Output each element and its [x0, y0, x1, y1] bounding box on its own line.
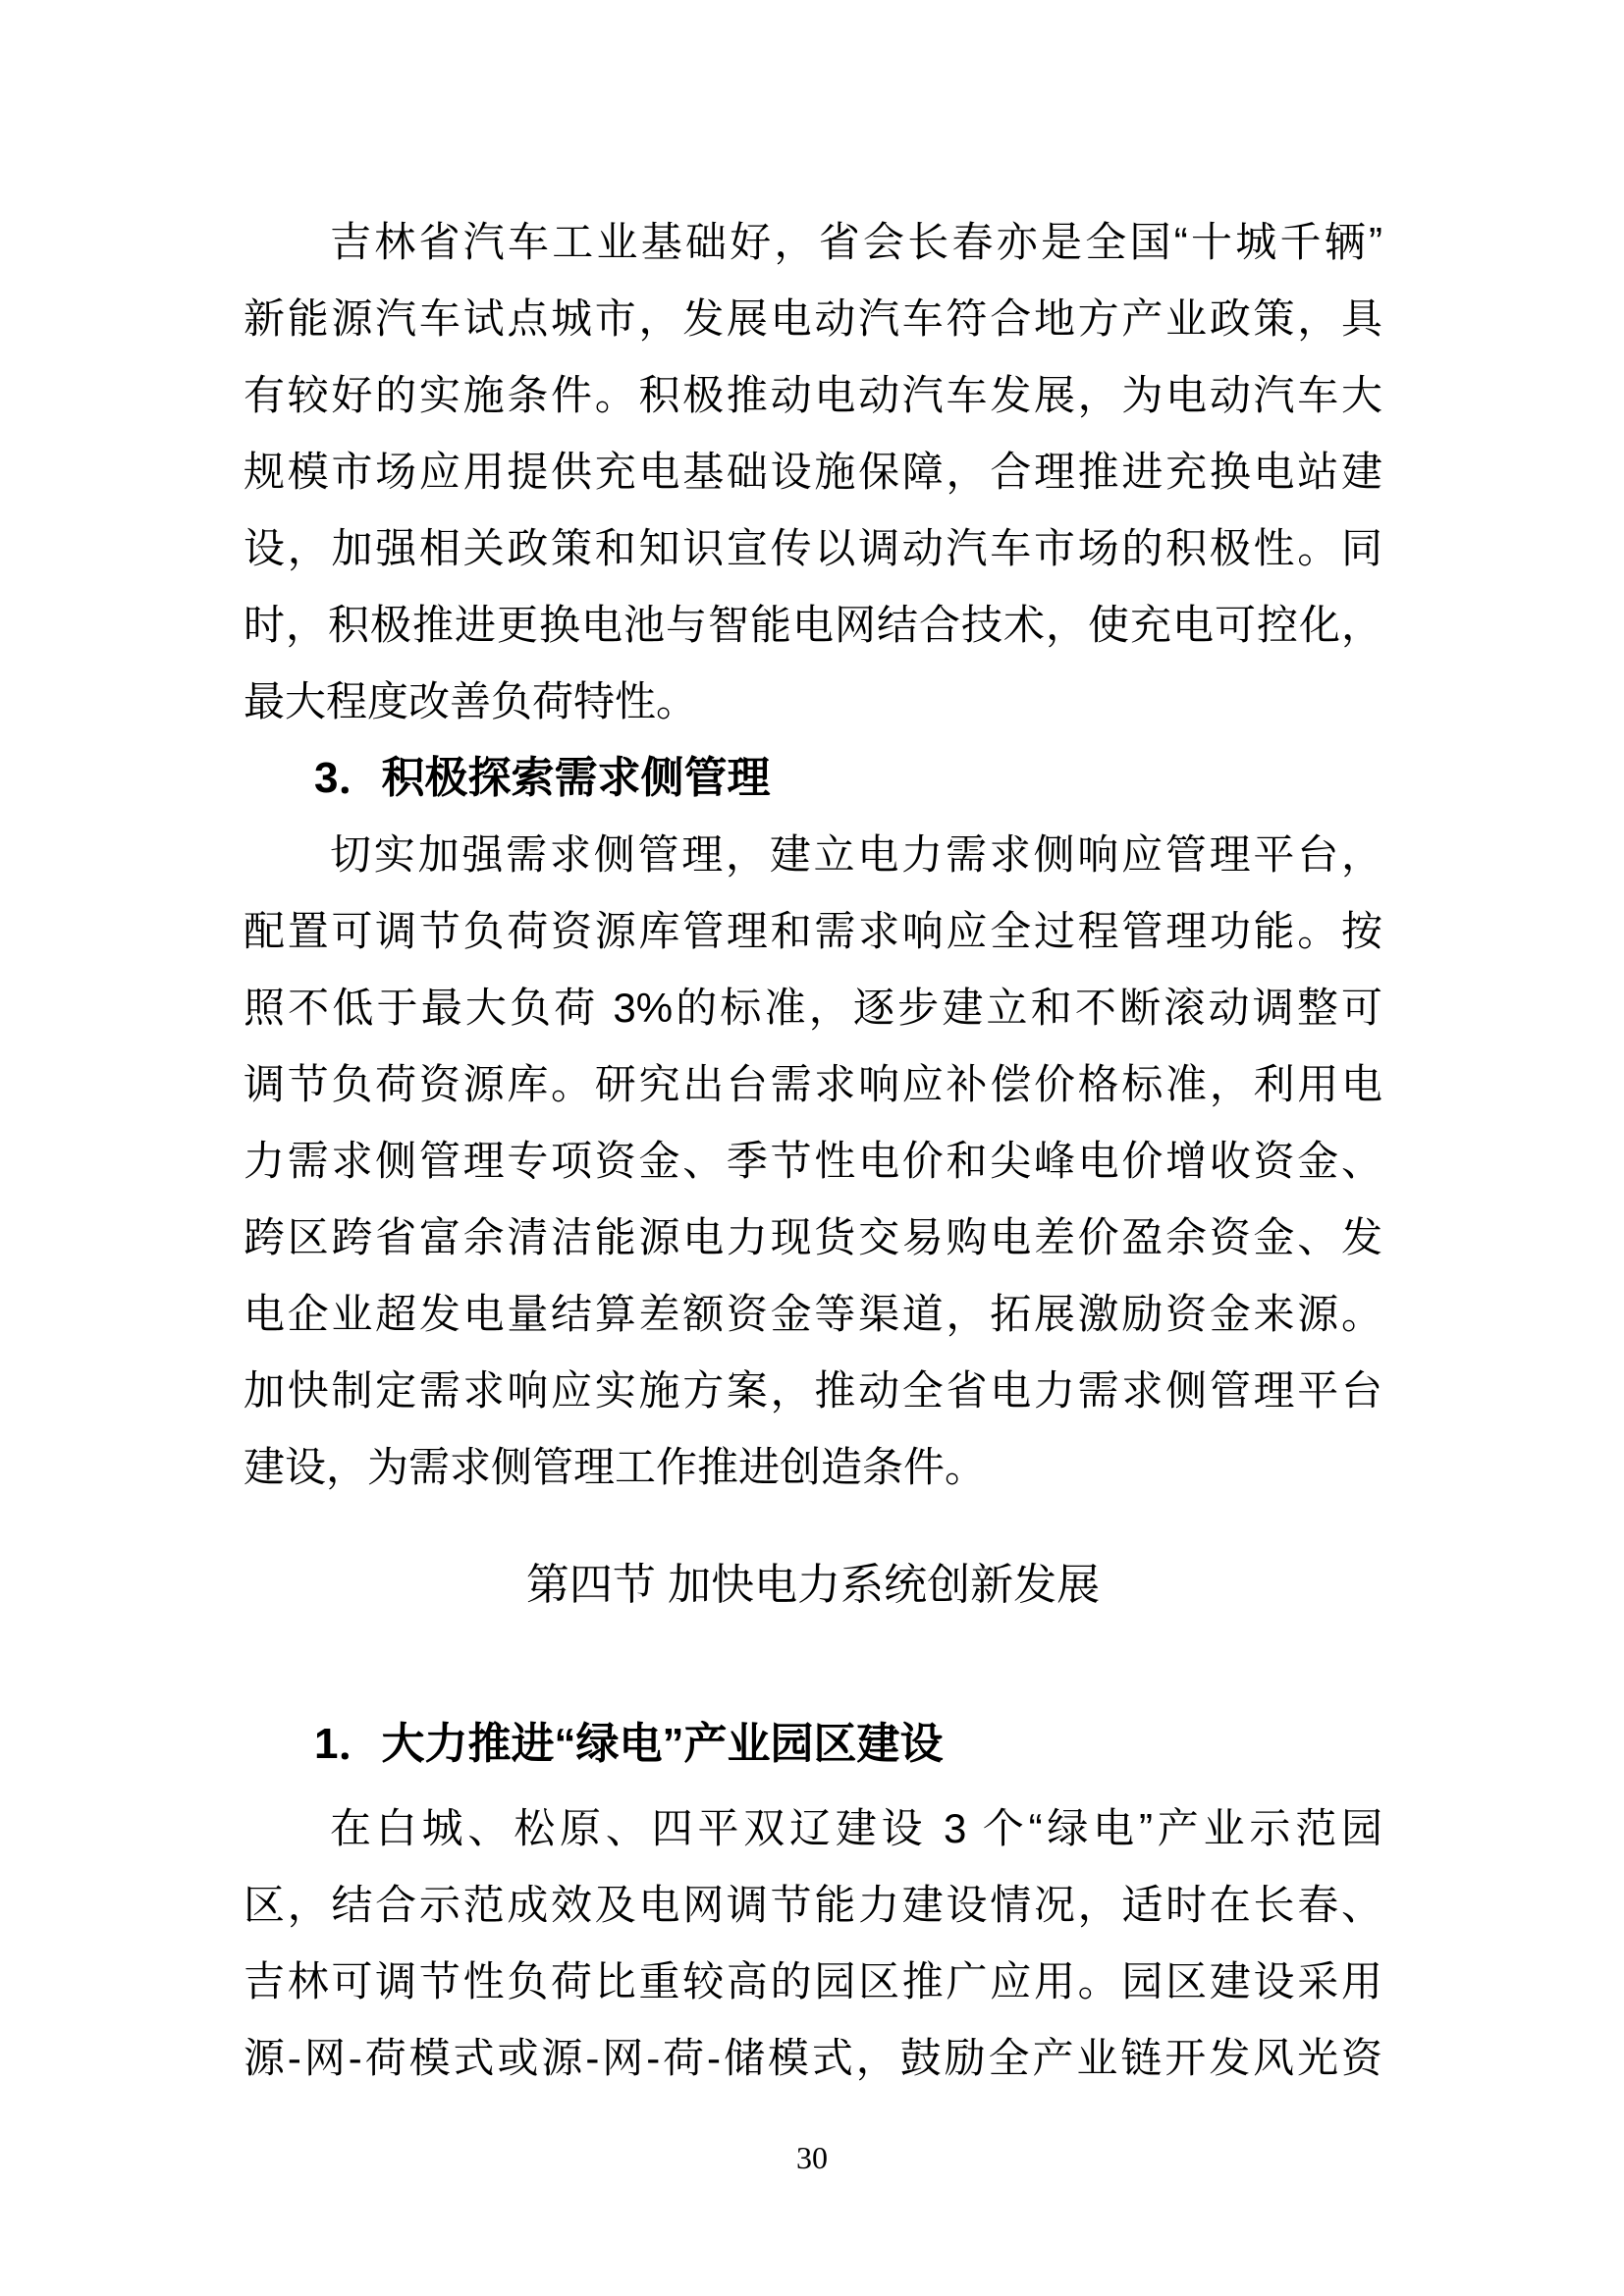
text-line: 吉林省汽车工业基础好，省会长春亦是全国“十城千辆” — [330, 219, 1382, 265]
text-line: 跨区跨省富余清洁能源电力现货交易购电差价盈余资金、发 — [244, 1214, 1382, 1260]
text-line: 照不低于最大负荷 3%的标准，逐步建立和不断滚动调整可 — [244, 985, 1382, 1031]
paragraph-ev-charging-development — [244, 204, 1382, 740]
text-line: 力需求侧管理专项资金、季节性电价和尖峰电价增收资金、 — [244, 1138, 1382, 1184]
section-title-power-system-innovation: 第四节 加快电力系统创新发展 — [525, 1561, 1101, 1609]
text-line: 切实加强需求侧管理，建立电力需求侧响应管理平台， — [330, 831, 1382, 878]
page-content — [244, 204, 1382, 2097]
text-line: 建设，为需求侧管理工作推进创造条件。 — [244, 1444, 987, 1490]
text-line: 源-网-荷模式或源-网-荷-储模式，鼓励全产业链开发风光资 — [244, 2035, 1382, 2081]
heading-demand-side-management: 3．积极探索需求侧管理 — [314, 754, 771, 802]
text-line: 加快制定需求响应实施方案，推动全省电力需求侧管理平台 — [244, 1367, 1382, 1414]
text-line: 规模市场应用提供充电基础设施保障，合理推进充换电站建 — [244, 449, 1382, 495]
text-line: 有较好的实施条件。积极推动电动汽车发展，为电动汽车大 — [244, 372, 1382, 418]
text-line: 配置可调节负荷资源库管理和需求响应全过程管理功能。按 — [244, 908, 1382, 954]
text-line: 时，积极推进更换电池与智能电网结合技术，使充电可控化， — [244, 602, 1382, 648]
text-line: 区，结合示范成效及电网调节能力建设情况，适时在长春、 — [244, 1882, 1382, 1928]
text-line: 在白城、松原、四平双辽建设 3 个“绿电”产业示范园 — [330, 1805, 1382, 1851]
text-line: 最大程度改善负荷特性。 — [244, 678, 698, 724]
text-line: 调节负荷资源库。研究出台需求响应补偿价格标准，利用电 — [244, 1061, 1382, 1107]
text-line: 吉林可调节性负荷比重较高的园区推广应用。园区建设采用 — [244, 1958, 1382, 2004]
text-line: 设，加强相关政策和知识宣传以调动汽车市场的积极性。同 — [244, 525, 1382, 571]
paragraph-green-power-park — [244, 1790, 1382, 2097]
heading-green-power-park: 1．大力推进“绿电”产业园区建设 — [314, 1720, 944, 1768]
text-line: 电企业超发电量结算差额资金等渠道，拓展激励资金来源。 — [244, 1291, 1382, 1337]
paragraph-demand-side-management — [244, 817, 1382, 1506]
text-line: 新能源汽车试点城市，发展电动汽车符合地方产业政策，具 — [244, 295, 1382, 342]
page-number: 30 — [796, 2140, 828, 2175]
